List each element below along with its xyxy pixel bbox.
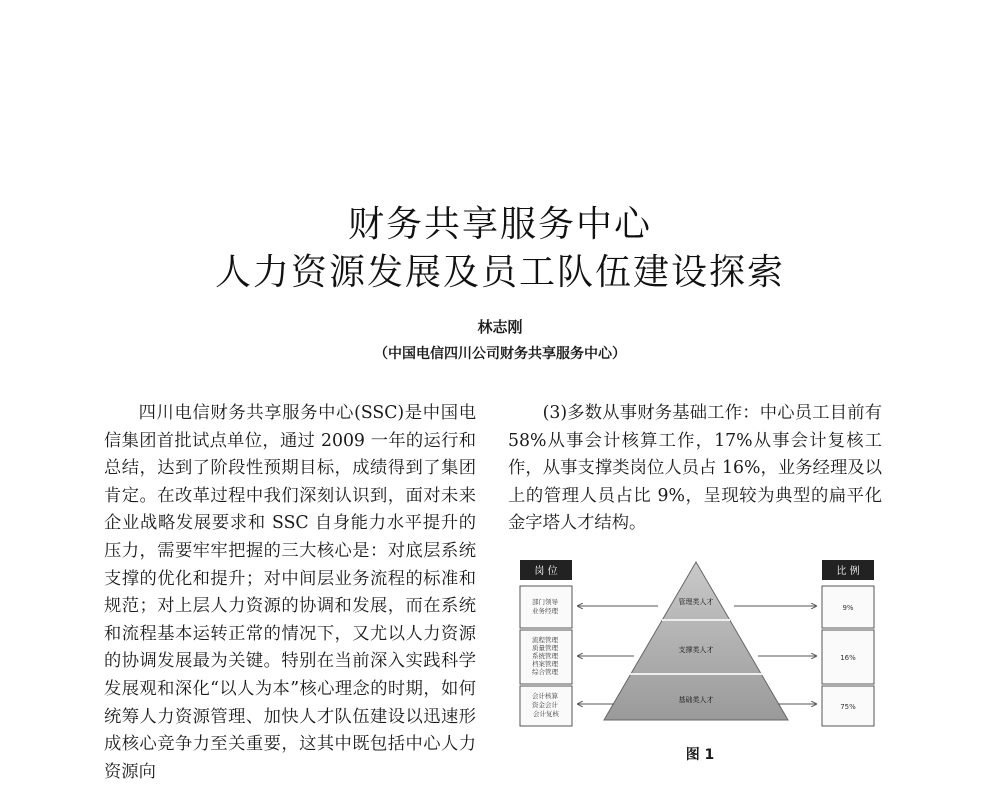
tier-label-management: 管理类人才 <box>678 598 714 606</box>
position-label: 流程管理 <box>531 636 558 644</box>
tier-label-basic: 基础类人才 <box>678 696 714 704</box>
position-label: 系统管理 <box>531 652 558 660</box>
figure-1 <box>518 556 878 728</box>
left-column-paragraph: 四川电信财务共享服务中心(SSC)是中国电信集团首批试点单位，通过 2009 一年的运行和总结，达到了阶段性预期目标，成绩得到了集团肯定。在改革过程中我们深刻认识到，面对未来企业战略发展要求和 SSC 自身能力水平提升的压力，需要牢牢把握的三大核心是：对底层系统支撑的优化和提升；对中间层业务流程的标准和规范；对上层人力资源的协调和发展，而在系统和流程基本运转正常的情况下，又尤以人力资源的协调发展最为关键。特别在当前深入实践科学发展观和深化“以人为本”核心理念的时期，如何统筹人力资源管理、加快人才队伍建设以迅速形成核心竞争力至关重要，这其中既包括中心人力资源向 <box>104 403 476 782</box>
position-label: 档案管理 <box>531 660 558 668</box>
title-line-1: 财务共享服务中心 <box>347 204 652 245</box>
ratio-management: 9% <box>842 604 854 612</box>
position-label: 会计复核 <box>533 710 559 718</box>
pyramid-diagram <box>518 556 878 728</box>
author-affiliation: （中国电信四川公司财务共享服务中心） <box>374 346 626 362</box>
position-label: 资金会计 <box>531 701 558 709</box>
position-label: 会计核算 <box>531 692 558 700</box>
ratio-basic: 75% <box>840 703 856 711</box>
left-header-text: 岗 位 <box>534 566 558 577</box>
title-line-2: 人力资源发展及员工队伍建设探索 <box>214 252 785 293</box>
figure-caption: 图 1 <box>685 747 715 763</box>
position-label: 业务经理 <box>531 607 558 615</box>
position-label: 质量管理 <box>531 644 558 652</box>
tier-label-support: 支撑类人才 <box>678 646 714 654</box>
right-column-paragraph: (3)多数从事财务基础工作：中心员工目前有 58%从事会计核算工作，17%从事会计复核工作，从事支撑类岗位人员占 16%，业务经理及以上的管理人员占比 9%，呈现较为典型的扁平化金字塔人才结构。 <box>508 403 882 534</box>
position-label: 部门领导 <box>531 598 558 606</box>
author-name: 林志刚 <box>477 318 523 336</box>
right-header-text: 比 例 <box>836 566 860 577</box>
position-label: 综合管理 <box>531 668 558 676</box>
ratio-support: 16% <box>840 654 856 662</box>
